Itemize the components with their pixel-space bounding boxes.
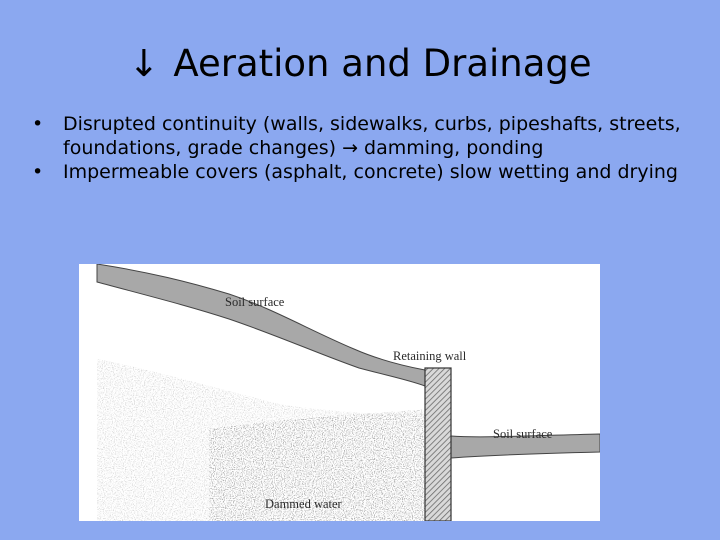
bullet-marker: • <box>32 113 44 135</box>
bullet-item-continuity <box>28 112 698 160</box>
bullet-text: Disrupted continuity (walls, sidewalks, curbs, pipeshafts, streets, foundations, grade changes) <box>63 113 681 159</box>
bullet-text-continued: damming, ponding <box>357 137 544 159</box>
soil-surface-upper-label: Soil surface <box>225 295 285 309</box>
bullet-marker: • <box>32 161 44 183</box>
soil-diagram-drawing <box>79 264 600 521</box>
bullet-text: Impermeable covers (asphalt, concrete) slow wetting and drying <box>63 161 678 183</box>
retaining-wall-label: Retaining wall <box>393 349 467 363</box>
down-arrow-icon: ↓ <box>128 42 160 85</box>
soil-diagram <box>79 264 600 521</box>
soil-surface-lower-label: Soil surface <box>493 427 553 441</box>
dammed-water-label: Dammed water <box>265 497 342 511</box>
retaining-wall <box>425 368 451 521</box>
slide-title-text: Aeration and Drainage <box>173 42 592 85</box>
bullet-item-impermeable <box>28 160 698 184</box>
bullet-list <box>28 112 698 184</box>
right-arrow-icon: → <box>342 137 358 159</box>
slide-title <box>0 42 720 85</box>
upper-soil-band <box>97 264 425 386</box>
